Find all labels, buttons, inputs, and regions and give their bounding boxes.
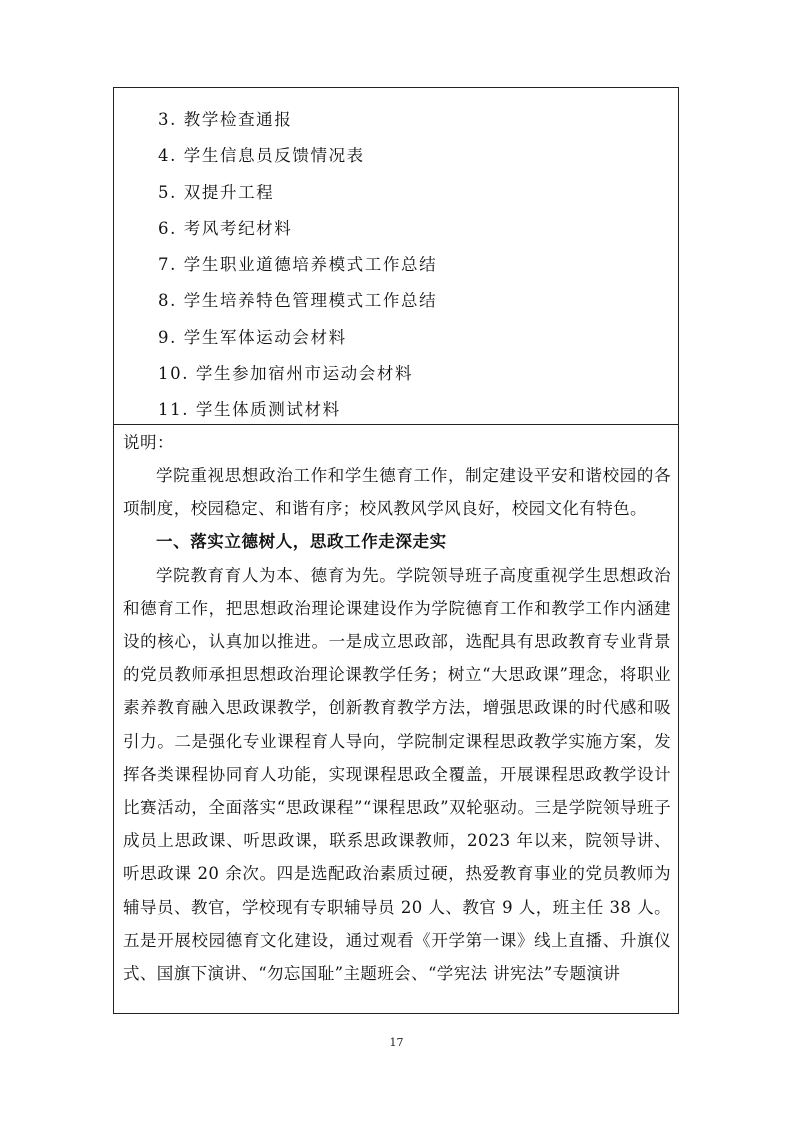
- attachment-item: 3. 教学检查通报: [158, 110, 293, 129]
- section-heading: 一、落实立德树人，思政工作走深走实: [156, 532, 447, 552]
- attachment-list: [158, 102, 437, 429]
- attachment-item: 9. 学生军体运动会材料: [158, 327, 347, 347]
- attachment-item: 6. 考风考纪材料: [158, 218, 293, 238]
- attachment-item: 8. 学生培养特色管理模式工作总结: [158, 291, 438, 311]
- attachment-item: 10. 学生参加宿州市运动会材料: [158, 364, 414, 384]
- description-cell: [123, 425, 671, 990]
- description-label: 说明：: [123, 433, 174, 452]
- intro-paragraph: 学院重视思想政治工作和学生德育工作，制定建设平安和谐校园的各项制度，校园稳定、和谐有序；校风教风学风良好，校园文化有特色。: [123, 466, 671, 519]
- attachment-item: 4. 学生信息员反馈情况表: [158, 146, 365, 166]
- attachment-item: 5. 双提升工程: [158, 182, 275, 202]
- content-table: [113, 87, 679, 1014]
- body-paragraph: 学院教育育人为本、德育为先。学院领导班子高度重视学生思想政治和德育工作，把思想政治理论课建设作为学院德育工作和教学工作内涵建设的核心，认真加以推进。一是成立思政部，选配具有思政教育专业背景的党员教师承担思想政治理论课教学任务；树立“大思政课”理念，将职业素养教育融入思政课教学，创新教育教学方法，增强思政课的时代感和吸引力。二是强化专业课程育人导向，学院制定课程思政教学实施方案，发挥各类课程协同育人功能，实现课程思政全覆盖，开展课程思政教学设计比赛活动，全面落实“思政课程”“课程思政”双轮驱动。三是学院领导班子成员上思政课、听思政课，联系思政课教师，2023 年以来，院领导讲、听思政课 20 余次。四是选配政治素质过硬，热爱教育事业的党员教师为辅导员、教官，学校现有专职辅导员 20 人、教官 9 人，班主任 38 人。五是开展校园德育文化建设，通过观看《开学第一课》线上直播、升旗仪式、国旗下演讲、“勿忘国耻”主题班会、“学宪法 讲宪法”专题演讲: [123, 565, 671, 984]
- attachment-item: 11. 学生体质测试材料: [158, 400, 341, 420]
- attachment-item: 7. 学生职业道德培养模式工作总结: [158, 255, 438, 275]
- page-number: 17: [389, 1036, 404, 1049]
